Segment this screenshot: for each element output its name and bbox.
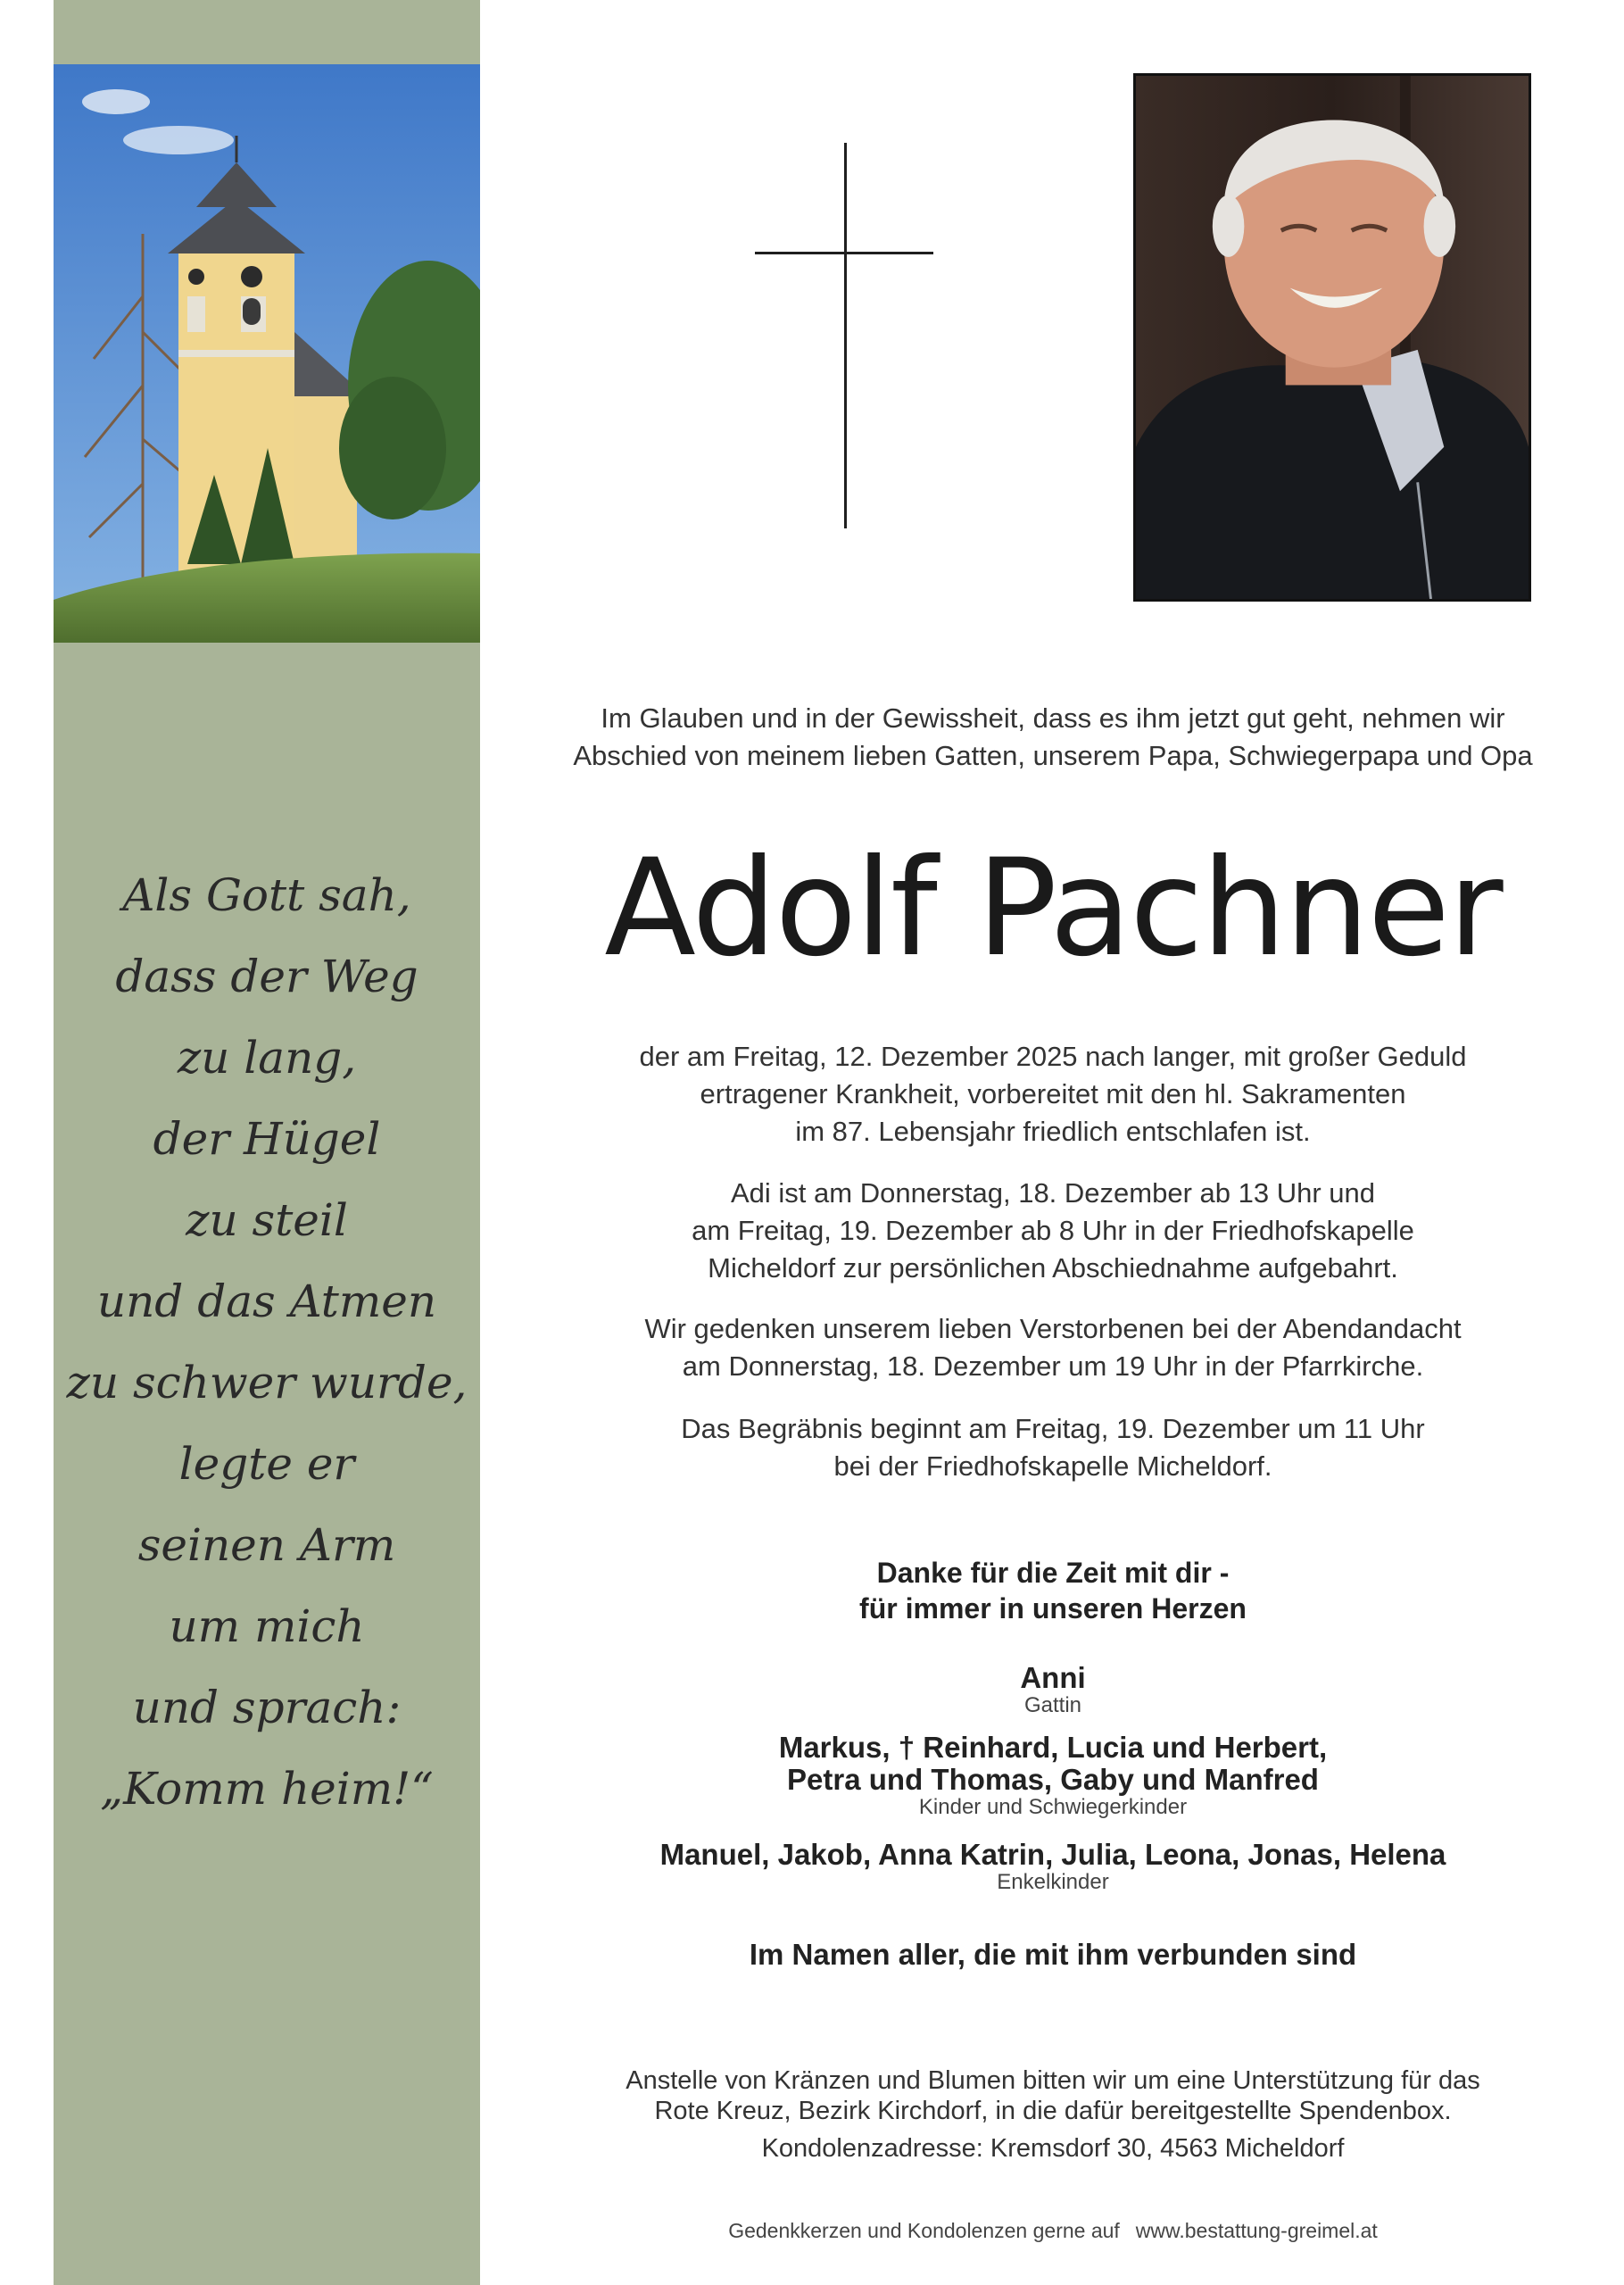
poem-line: und sprach:: [132, 1682, 402, 1733]
poem: [54, 855, 480, 1830]
thanks-text: [500, 1555, 1606, 1626]
text-line: im 87. Lebensjahr friedlich entschlafen ist.: [795, 1116, 1311, 1147]
death-notice-paragraph: [500, 1038, 1606, 1151]
footer: [500, 2218, 1606, 2243]
text-line: ertragener Krankheit, vorbereitet mit den hl. Sakramenten: [700, 1078, 1406, 1109]
children-names: Petra und Thomas, Gaby und Manfred: [787, 1763, 1319, 1796]
text-line: am Donnerstag, 18. Dezember um 19 Uhr in der Pfarrkirche.: [682, 1350, 1424, 1382]
spouse-entry: [500, 1662, 1606, 1717]
thanks-line: Danke für die Zeit mit dir -: [876, 1557, 1230, 1589]
text-line: bei der Friedhofskapelle Micheldorf.: [833, 1450, 1272, 1482]
footer-text: Gedenkkerzen und Kondolenzen gerne auf: [728, 2219, 1120, 2242]
text-line: Das Begräbnis beginnt am Freitag, 19. Dezember um 11 Uhr: [681, 1413, 1425, 1444]
church-photo: [54, 64, 480, 643]
poem-line: zu lang,: [177, 1032, 357, 1084]
spouse-relation: Gattin: [1023, 1693, 1082, 1717]
text-line: Micheldorf zur persönlichen Abschiednahme aufgebahrt.: [708, 1252, 1398, 1284]
children-names: Markus, † Reinhard, Lucia und Herbert,: [778, 1731, 1328, 1764]
children-entry: [500, 1732, 1606, 1819]
viewing-paragraph: [500, 1175, 1606, 1287]
prayer-paragraph: [500, 1310, 1606, 1385]
poem-line: und das Atmen: [96, 1275, 437, 1327]
text-line: Wir gedenken unserem lieben Verstorbenen bei der Abendandacht: [644, 1313, 1462, 1344]
poem-line: um mich: [169, 1600, 365, 1652]
funeral-paragraph: [500, 1410, 1606, 1485]
donation-line: Rote Kreuz, Bezirk Kirchdorf, in die dafür bereitgestellte Spendenbox.: [654, 2097, 1452, 2125]
website-link[interactable]: www.bestattung-greimel.at: [1135, 2219, 1378, 2242]
donation-line: Anstelle von Kränzen und Blumen bitten wir um eine Unterstützung für das: [626, 2066, 1480, 2095]
intro-line: Abschied von meinem lieben Gatten, unserem Papa, Schwiegerpapa und Opa: [573, 740, 1533, 771]
poem-line: legte er: [178, 1438, 355, 1490]
cross-icon-bar: [755, 252, 933, 254]
children-relation: Kinder und Schwiegerkinder: [918, 1795, 1188, 1819]
grandchildren-entry: [500, 1839, 1606, 1894]
text-line: am Freitag, 19. Dezember ab 8 Uhr in der Friedhofskapelle: [692, 1215, 1414, 1246]
poem-line: zu schwer wurde,: [66, 1357, 468, 1408]
poem-line: Als Gott sah,: [122, 869, 411, 921]
grandchildren-names: Manuel, Jakob, Anna Katrin, Julia, Leona, Jonas, Helena: [659, 1838, 1446, 1871]
cross-icon: [844, 143, 847, 528]
thanks-line: für immer in unseren Herzen: [859, 1592, 1247, 1624]
poem-line: dass der Weg: [115, 951, 418, 1002]
deceased-name: Adolf Pachner: [604, 831, 1502, 986]
poem-line: „Komm heim!“: [100, 1763, 434, 1815]
condolence-address: Kondolenzadresse: Kremsdorf 30, 4563 Micheldorf: [761, 2134, 1345, 2163]
poem-line: der Hügel: [153, 1113, 381, 1165]
portrait-photo: [1133, 73, 1531, 602]
poem-line: seinen Arm: [137, 1519, 396, 1571]
closing-text: Im Namen aller, die mit ihm verbunden sind: [749, 1938, 1357, 1971]
grandchildren-relation: Enkelkinder: [997, 1870, 1109, 1894]
intro-line: Im Glauben und in der Gewissheit, dass es ihm jetzt gut geht, nehmen wir: [601, 702, 1505, 734]
spouse-name: Anni: [1020, 1661, 1086, 1694]
text-line: Adi ist am Donnerstag, 18. Dezember ab 13 Uhr und: [731, 1177, 1375, 1209]
donation-text: [500, 2065, 1606, 2126]
intro-text: [500, 700, 1606, 775]
text-line: der am Freitag, 12. Dezember 2025 nach langer, mit großer Geduld: [639, 1041, 1467, 1072]
poem-line: zu steil: [186, 1194, 348, 1246]
